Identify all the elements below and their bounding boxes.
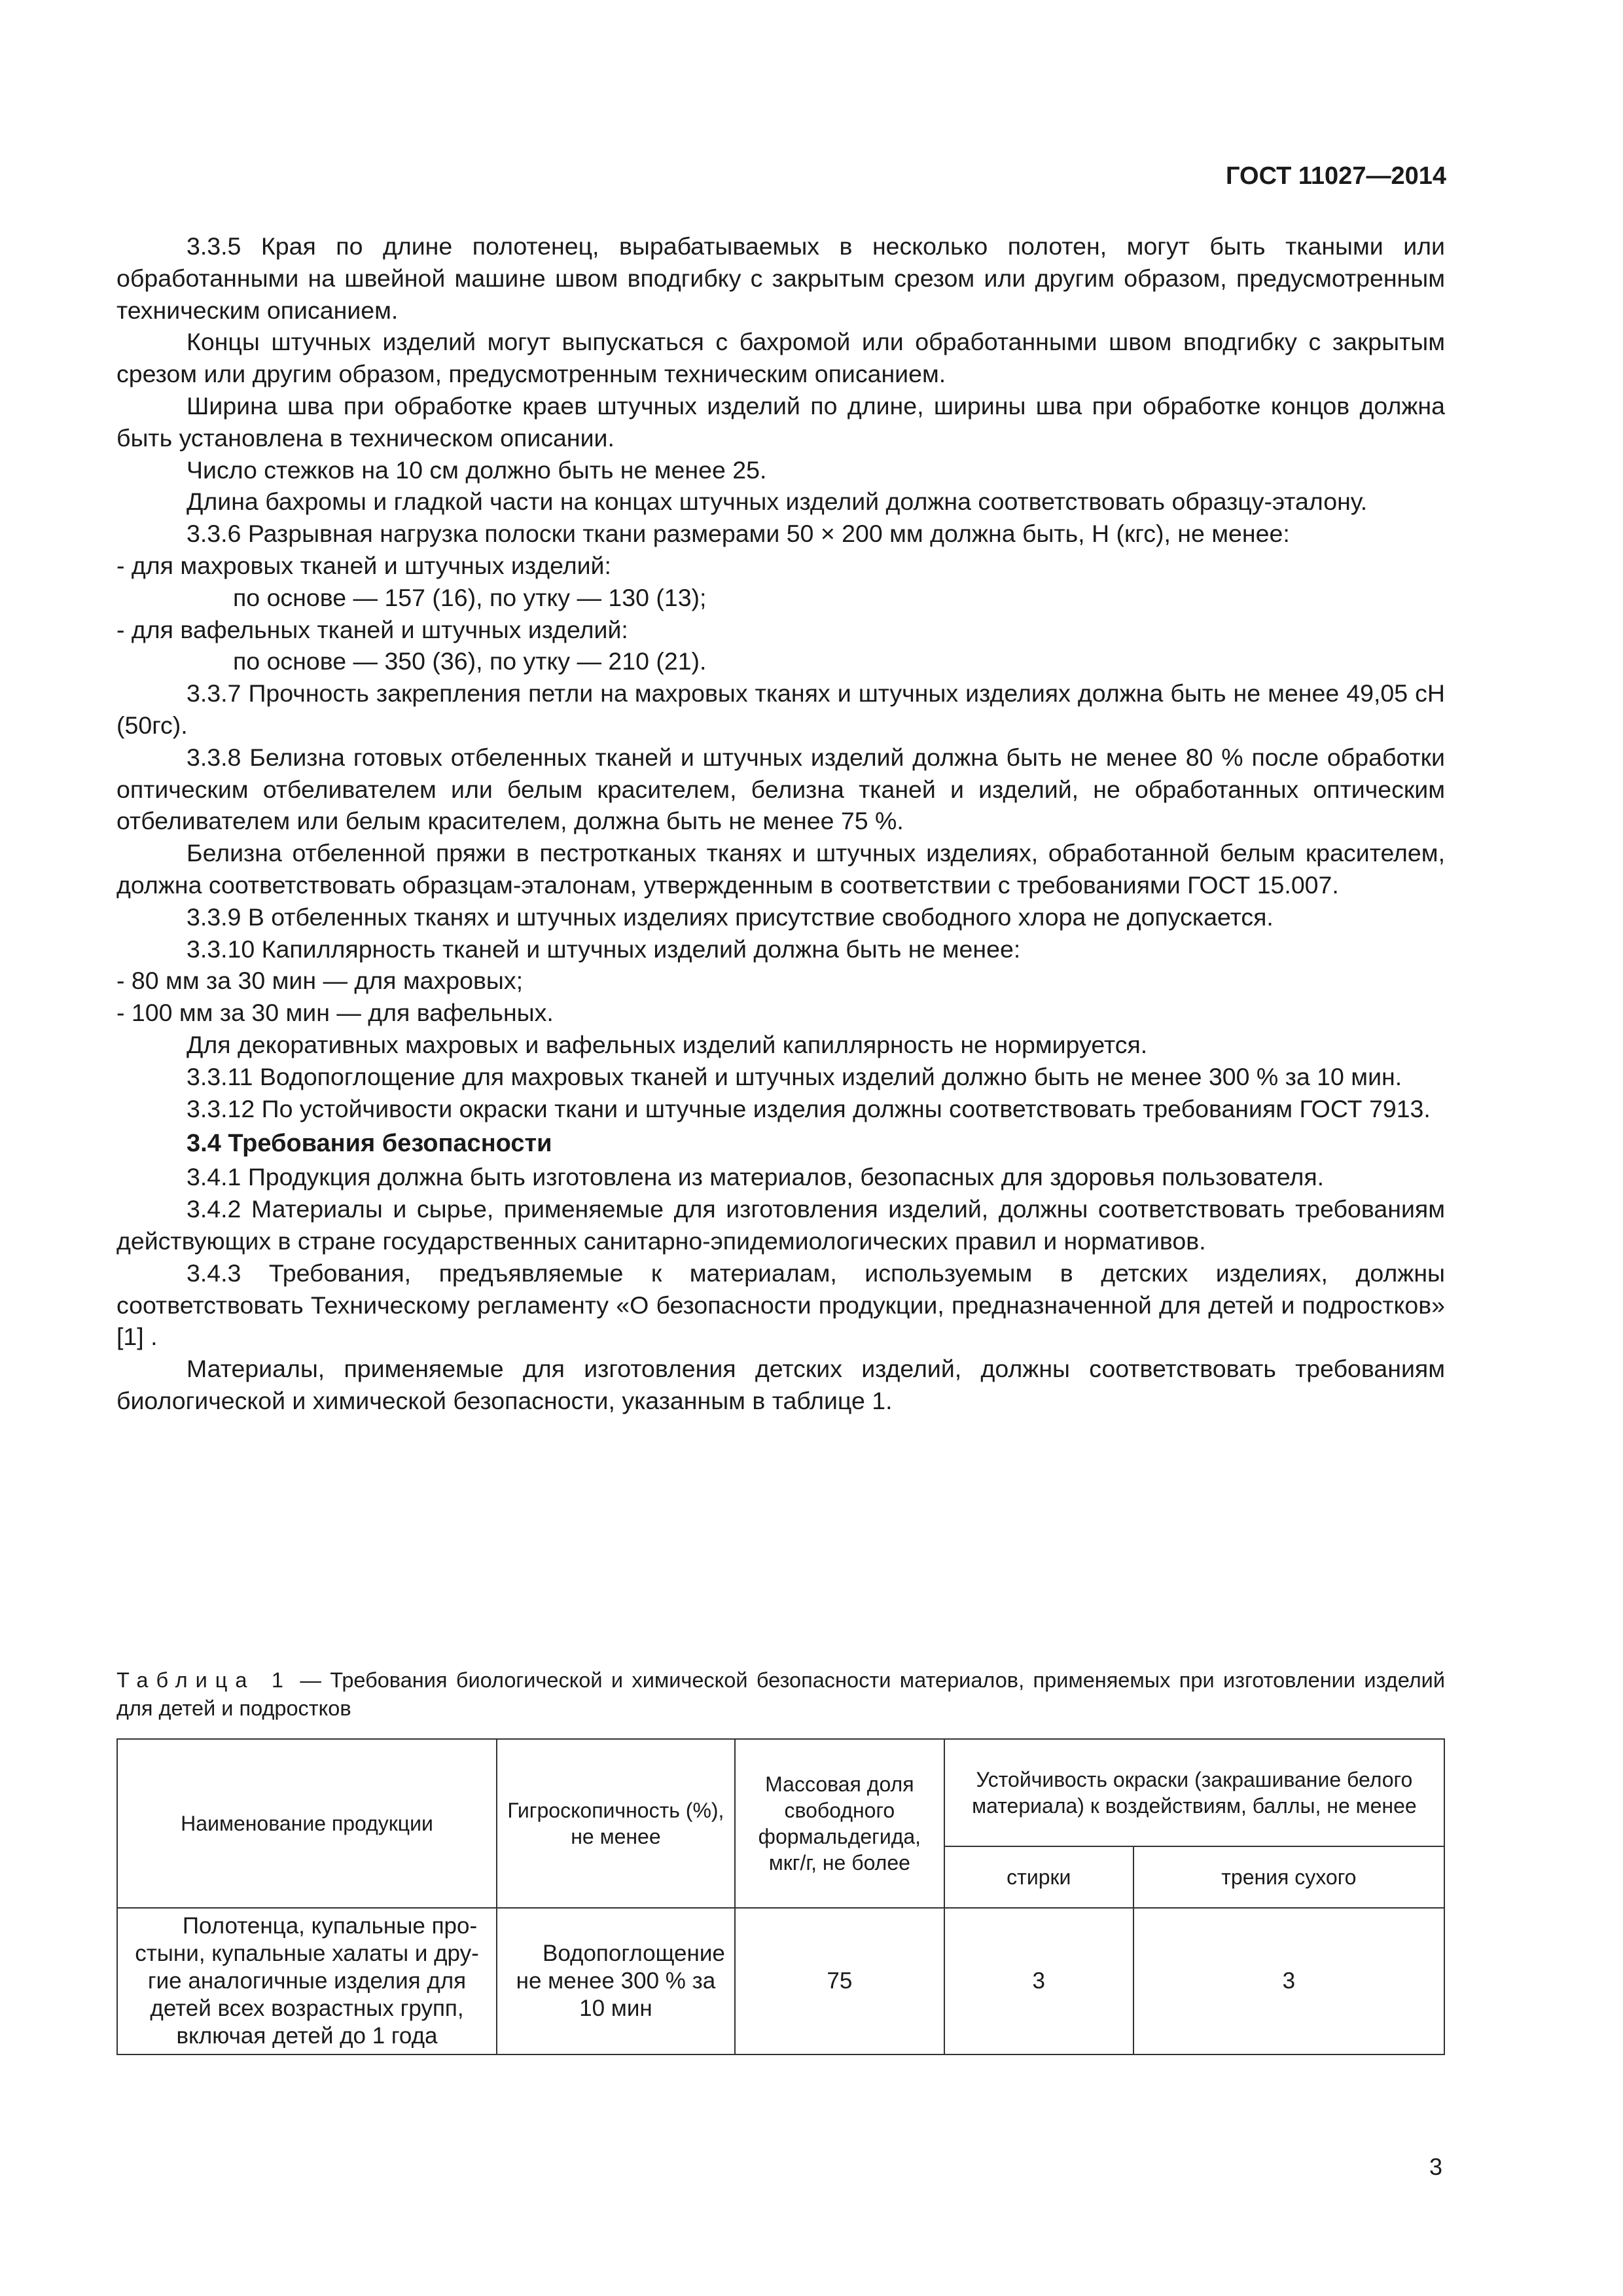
paragraph: 3.3.12 По устойчивости окраски ткани и штучные изделия должны соответствовать требованиям ГОСТ 7913. <box>187 1094 1431 1122</box>
table-caption-text: — Требования биологической и химической безопасности материалов, применяемых при изготовлении изделий для детей и подростков <box>116 1668 1445 1720</box>
paragraph: 3.3.10 Капиллярность тканей и штучных изделий должна быть не менее: <box>187 935 1021 963</box>
safety-requirements-table <box>116 1738 1445 2055</box>
paragraph: 3.4.2 Материалы и сырье, применяемые для изготовления изделий, должны соответствовать требованиям действующих в стране государственных санитарно-эпидемиологических правил и нормативов. <box>116 1195 1445 1255</box>
list-subitem: по основе — 157 (16), по утку — 130 (13); <box>233 583 707 611</box>
table-caption <box>116 1666 1445 1722</box>
paragraph: 3.3.11 Водопоглощение для махровых тканей и штучных изделий должно быть не менее 300 % за 10 мин. <box>187 1062 1402 1090</box>
document-body <box>116 230 1445 1417</box>
paragraph: 3.3.6 Разрывная нагрузка полоски ткани размерами 50 × 200 мм должна быть, Н (кгс), не менее: <box>187 520 1290 548</box>
cell-washing: 3 <box>944 1908 1133 2054</box>
list-subitem: по основе — 350 (36), по утку — 210 (21). <box>233 647 707 675</box>
header-hygroscopicity: Гигроскопичность (%), не менее <box>497 1739 735 1908</box>
table-caption-label: Таблица 1 <box>116 1668 291 1692</box>
paragraph: 3.3.5 Края по длине полотенец, вырабатываемых в несколько полотен, могут быть ткаными или обработанными на швейной машине швом вподгибку с закрытым срезом или другим образом, предусмотренным техническим описанием. <box>116 232 1445 324</box>
paragraph: 3.4.3 Требования, предъявляемые к материалам, используемым в детских изделиях, должны соответствовать Техническому регламенту «О безопасности продукции, предназначенной для детей и подростков» [1] . <box>116 1259 1445 1351</box>
cell-dry-rubbing: 3 <box>1133 1908 1444 2054</box>
list-item: - для вафельных тканей и штучных изделий: <box>116 615 628 643</box>
cell-formaldehyde: 75 <box>735 1908 944 2054</box>
paragraph: Для декоративных махровых и вафельных изделий капиллярность не нормируется. <box>187 1030 1148 1058</box>
paragraph: 3.3.8 Белизна готовых отбеленных тканей и штучных изделий должна быть не менее 80 % после обработки оптическим отбеливателем или белым красителем, белизна тканей и изделий, не обработанных оптическим отбеливателем или белым красителем, должна быть не менее 75 %. <box>116 743 1445 835</box>
cell-hygroscopicity: Водопоглощение не менее 300 % за 10 мин <box>497 1908 735 2054</box>
table-row <box>117 1908 1444 2054</box>
paragraph: 3.3.7 Прочность закрепления петли на махровых тканях и штучных изделиях должна быть не менее 49,05 сН (50гс). <box>116 679 1445 739</box>
document-id: ГОСТ 11027—2014 <box>1226 162 1446 190</box>
paragraph: 3.3.9 В отбеленных тканях и штучных изделиях присутствие свободного хлора не допускается. <box>187 903 1274 931</box>
paragraph: Ширина шва при обработке краев штучных изделий по длине, ширины шва при обработке концов должна быть установлена в техническом описании. <box>116 391 1445 452</box>
list-item: - для махровых тканей и штучных изделий: <box>116 551 611 579</box>
header-product: Наименование продукции <box>117 1739 497 1908</box>
list-item: - 80 мм за 30 мин — для махровых; <box>116 967 524 995</box>
paragraph: Длина бахромы и гладкой части на концах штучных изделий должна соответствовать образцу-эталону. <box>187 488 1368 516</box>
cell-product: Полотенца, купальные простыни, купальные халаты и другие аналогичные изделия для детей всех возрастных групп, включая детей до 1 года <box>117 1908 497 2054</box>
paragraph: 3.4.1 Продукция должна быть изготовлена из материалов, безопасных для здоровья пользователя. <box>187 1163 1325 1191</box>
table-header-row <box>117 1739 1444 1846</box>
section-heading: 3.4 Требования безопасности <box>187 1130 552 1158</box>
paragraph: Концы штучных изделий могут выпускаться с бахромой или обработанными швом вподгибку с закрытым срезом или другим образом, предусмотренным техническим описанием. <box>116 328 1445 388</box>
paragraph: Белизна отбеленной пряжи в пестротканых тканях и штучных изделиях, обработанной белым красителем, должна соответствовать образцам-эталонам, утвержденным в соответствии с требованиями ГОСТ 15.007. <box>116 839 1445 899</box>
paragraph: Число стежков на 10 см должно быть не менее 25. <box>187 456 767 484</box>
header-colorfastness: Устойчивость окраски (закрашивание белого материала) к воздействиям, баллы, не менее <box>944 1739 1444 1846</box>
header-dry-rubbing: трения сухого <box>1133 1846 1444 1908</box>
page-number: 3 <box>1429 2153 1442 2180</box>
paragraph: Материалы, применяемые для изготовления детских изделий, должны соответствовать требованиям биологической и химической безопасности, указанным в таблице 1. <box>116 1355 1445 1414</box>
header-washing: стирки <box>944 1846 1133 1908</box>
header-formaldehyde: Массовая доля свободного формальдегида, мкг/г, не более <box>735 1739 944 1908</box>
list-item: - 100 мм за 30 мин — для вафельных. <box>116 999 554 1027</box>
